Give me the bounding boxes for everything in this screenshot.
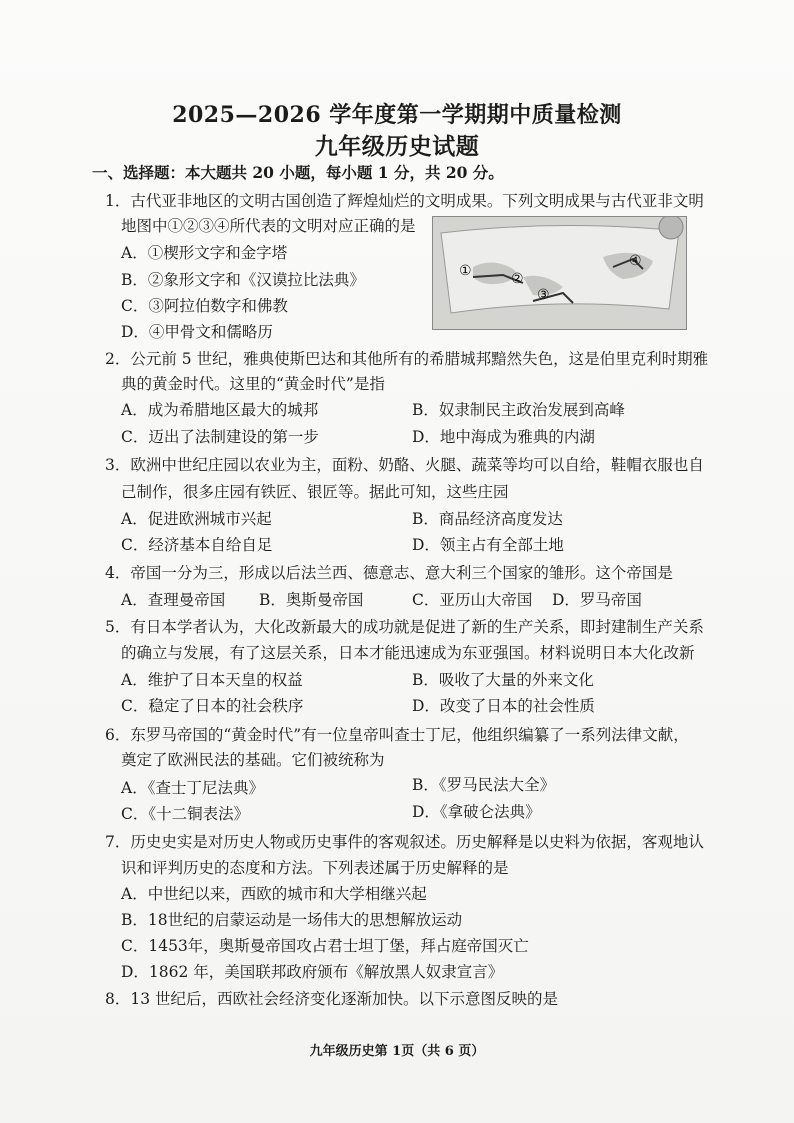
- question-7-option-c: C．1453年，奥斯曼帝国攻占君士坦丁堡，拜占庭帝国灭亡: [121, 937, 529, 955]
- question-2-stem-line-1: 2．公元前 5 世纪，雅典使斯巴达和其他所有的希腊城邦黯然失色，这是伯里克利时期雅: [105, 350, 709, 368]
- question-6-stem-line-2: 奠定了欧洲民法的基础。它们被统称为: [121, 751, 385, 769]
- question-5-option-b: B．吸收了大量的外来文化: [412, 671, 594, 689]
- question-6-option-a: A．《查士丁尼法典》: [121, 779, 264, 797]
- question-3-option-b: B．商品经济高度发达: [412, 510, 563, 528]
- question-2-option-b: B．奴隶制民主政治发展到高峰: [412, 401, 625, 419]
- map-marker-1: ①: [459, 263, 472, 279]
- question-3-option-a: A．促进欧洲城市兴起: [121, 510, 272, 528]
- question-1-option-c: C．③阿拉伯数字和佛教: [121, 297, 288, 315]
- question-5-stem-line-2: 的确立与发展，有了这层关系，日本才能迅速成为东亚强国。材料说明日本大化改新: [121, 644, 695, 662]
- question-2-option-a: A．成为希腊地区最大的城邦: [121, 401, 319, 419]
- question-1-option-d: D．④甲骨文和儒略历: [121, 323, 273, 341]
- map-marker-2: ②: [511, 271, 524, 287]
- question-5-option-c: C．稳定了日本的社会秩序: [121, 697, 304, 715]
- question-6-option-c: C．《十二铜表法》: [121, 805, 250, 823]
- question-7-option-d: D．1862 年，美国联邦政府颁布《解放黑人奴隶宣言》: [121, 963, 504, 981]
- question-2-stem-line-2: 典的黄金时代。这里的“黄金时代”是指: [121, 375, 385, 393]
- exam-subtitle: 九年级历史试题: [314, 133, 480, 160]
- question-7-stem-line-1: 7．历史史实是对历史人物或历史事件的客观叙述。历史解释是以史料为依据，客观地认: [105, 833, 704, 851]
- question-4-stem: 4．帝国一分为三，形成以后法兰西、德意志、意大利三个国家的雏形。这个帝国是: [105, 564, 673, 582]
- map-marker-3: ③: [537, 287, 550, 303]
- question-2-option-d: D．地中海成为雅典的内湖: [412, 428, 595, 446]
- question-2-option-c: C．迈出了法制建设的第一步: [121, 428, 319, 446]
- ancient-civilizations-map: [432, 216, 687, 330]
- question-5-option-a: A．维护了日本天皇的权益: [121, 671, 303, 689]
- question-7-option-b: B．18世纪的启蒙运动是一场伟大的思想解放运动: [121, 911, 463, 929]
- question-3-option-c: C．经济基本自给自足: [121, 536, 273, 554]
- question-1-option-a: A．①楔形文字和金字塔: [121, 244, 288, 262]
- question-7-option-a: A．中世纪以来，西欧的城市和大学相继兴起: [121, 885, 427, 903]
- exam-title: 2025—2026 学年度第一学期期中质量检测: [172, 102, 622, 128]
- question-1-option-b: B．②象形文字和《汉谟拉比法典》: [121, 271, 365, 289]
- question-6-option-d: D．《拿破仑法典》: [412, 803, 541, 821]
- question-3-stem-line-2: 己制作，很多庄园有铁匠、银匠等。据此可知，这些庄园: [121, 483, 509, 501]
- question-6-stem-line-1: 6．东罗马帝国的“黄金时代”有一位皇帝叫查士丁尼，他组织编纂了一系列法律文献，: [105, 726, 689, 744]
- question-5-option-d: D．改变了日本的社会性质: [412, 697, 595, 715]
- section-heading: 一、选择题：本大题共 20 小题，每小题 1 分，共 20 分。: [92, 163, 504, 182]
- question-4-option-a: A．查理曼帝国: [121, 591, 226, 609]
- question-3-option-d: D．领主占有全部土地: [412, 536, 564, 554]
- question-1-stem-line-1: 1．古代亚非地区的文明古国创造了辉煌灿烂的文明成果。下列文明成果与古代亚非文明: [105, 192, 704, 210]
- question-5-stem-line-1: 5．有日本学者认为，大化改新最大的成功就是促进了新的生产关系，即封建制生产关系: [105, 618, 704, 636]
- question-7-stem-line-2: 识和评判历史的态度和方法。下列表述属于历史解释的是: [121, 859, 509, 877]
- map-illustration: [433, 217, 687, 330]
- question-6-option-b: B．《罗马民法大全》: [412, 776, 556, 794]
- page-footer: 九年级历史第 1页（共 6 页）: [309, 1044, 485, 1059]
- question-1-stem-line-2: 地图中①②③④所代表的文明对应正确的是: [121, 217, 416, 235]
- question-4-option-b: B．奥斯曼帝国: [259, 591, 364, 609]
- question-4-option-c: C．亚历山大帝国: [412, 591, 533, 609]
- map-marker-4: ④: [629, 253, 642, 269]
- question-3-stem-line-1: 3．欧洲中世纪庄园以农业为主，面粉、奶酪、火腿、蔬菜等均可以自给，鞋帽衣服也自: [105, 456, 704, 474]
- question-4-option-d: D．罗马帝国: [552, 591, 642, 609]
- question-8-stem: 8．13 世纪后，西欧社会经济变化逐渐加快。以下示意图反映的是: [105, 990, 559, 1008]
